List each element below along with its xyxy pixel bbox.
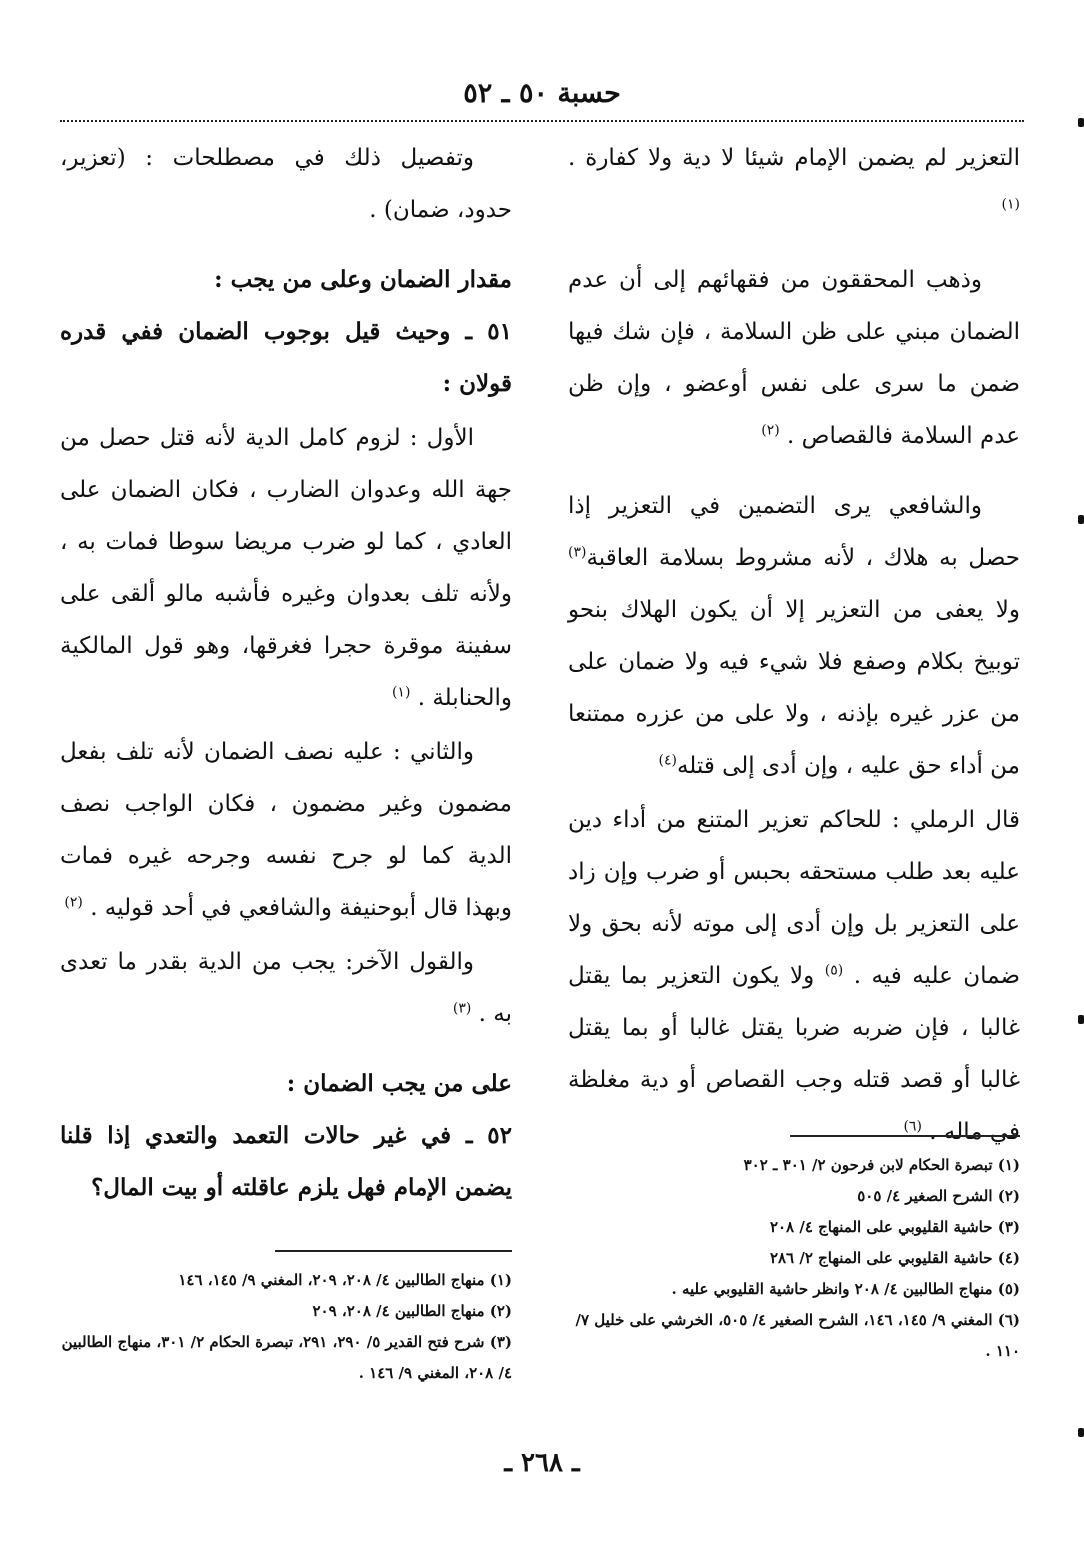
scan-edge-mark: [1078, 1015, 1084, 1024]
paragraph: وتفصيل ذلك في مصطلحات : (تعزير، حدود، ضمان) .: [60, 145, 512, 223]
paragraph-text: والشافعي يرى التضمين في التعزير إذا حصل به هلاك ، لأنه مشروط بسلامة العاقبة: [568, 493, 1020, 571]
footnote-rule: [790, 1135, 1020, 1137]
paragraph: [60, 1110, 512, 1214]
footnote-ref: (٣): [452, 1000, 472, 1017]
footnote-ref: (٦): [903, 1118, 922, 1135]
footnote: (٢) منهاج الطالبين ٤/ ٢٠٨، ٢٠٩: [312, 1302, 512, 1320]
paragraph: [60, 726, 512, 934]
paragraph: [568, 254, 1020, 462]
paragraph-text: ولا يعفى من التعزير إلا أن يكون الهلاك بنحو توبيخ بكلام وصفع فلا شيء فيه ولا ضمان على من عزر غيره بإذنه ، ولا على من عزره ممتنعا من أداء حق عليه ، وإن أدى إلى قتله: [568, 597, 1020, 779]
footnote-rule: [275, 1250, 512, 1252]
paragraph-text: والقول الآخر: يجب من الدية بقدر ما تعدى به .: [60, 949, 512, 1027]
paragraph-text: ٥١ ـ وحيث قيل بوجوب الضمان ففي قدره قولان :: [60, 318, 512, 397]
paragraph: [60, 412, 512, 724]
footnote-ref: (٢): [64, 894, 83, 911]
paragraph: [60, 306, 512, 410]
paragraph: [568, 132, 1020, 236]
footnote: (٦) المغني ٩/ ١٤٥، ١٤٦، الشرح الصغير ٤/ ٥٠٥، الخرشي على خليل ٧/ ١١٠ .: [575, 1311, 1020, 1360]
left-footnotes: [60, 1265, 512, 1389]
scan-edge-mark: [1078, 118, 1084, 127]
scan-edge-mark: [1078, 515, 1084, 524]
paragraph-text: ولا يكون التعزير بما يقتل غالبا ، فإن ضربه ضربا يقتل غالبا أو بما يقتل غالبا أو قصد قتله وجب القصاص أو دية مغلظة في ماله .: [568, 963, 1020, 1145]
right-column: [568, 132, 1020, 1176]
running-header: حسبة ٥٠ ـ ٥٢: [463, 78, 621, 109]
paragraph-text: وذهب المحققون من فقهائهم إلى أن عدم الضمان مبني على ظن السلامة ، فإن شك فيها ضمن ما سرى على نفس أوعضو ، وإن ظن عدم السلامة فالقصاص .: [568, 267, 1020, 449]
footnote: (١) تبصرة الحكام لابن فرحون ٢/ ٣٠١ ـ ٣٠٢: [743, 1156, 1020, 1174]
paragraph-text: الأول : لزوم كامل الدية لأنه قتل حصل من جهة الله وعدوان الضارب ، فكان الضمان على العادي ، كما لو ضرب مريضا سوطا فمات به ، ولأنه تلف بعدوان وغيره فأشبه مالو ألقى على سفينة موقرة حجرا فغرقها، وهو قول المالكية والحنابلة .: [60, 425, 512, 711]
paragraph-text: قال الرملي : للحاكم تعزير المتنع من أداء دين عليه بعد طلب مستحقه بحبس أو ضرب وإن زاد على التعزير بل وإن أدى إلى موته لأنه بحق ولا ضمان عليه فيه .: [568, 807, 1020, 989]
scan-edge-mark: [1078, 1428, 1084, 1437]
section-heading: على من يجب الضمان :: [286, 1070, 512, 1097]
paragraph-text: ٥٢ ـ في غير حالات التعمد والتعدي إذا قلنا يضمن الإمام فهل يلزم عاقلته أو بيت المال؟: [60, 1122, 512, 1201]
section-heading: مقدار الضمان وعلى من يجب :: [214, 266, 512, 293]
paragraph-text: التعزير لم يضمن الإمام شيئا لا دية ولا كفارة .: [568, 145, 1020, 171]
footnote: (٣) شرح فتح القدير ٥/ ٢٩٠، ٢٩١، تبصرة الحكام ٢/ ٣٠١، منهاج الطالبين ٤/ ٢٠٨، المغني ٩/ ١٤٦ .: [61, 1333, 512, 1382]
footnote-ref: (١): [391, 684, 411, 701]
paragraph: [568, 480, 1020, 792]
footnote-ref: (٤): [658, 752, 677, 769]
footnote-ref: (٣): [568, 544, 587, 561]
footnote-ref: (٢): [761, 422, 780, 439]
footnote: (١) منهاج الطالبين ٤/ ٢٠٨، ٢٠٩، المغني ٩/ ١٤٥، ١٤٦: [178, 1271, 512, 1289]
header-dotted-rule: [60, 120, 1024, 122]
footnote-ref: (١): [1001, 196, 1020, 213]
right-footnotes: [568, 1150, 1020, 1367]
footnote: (٢) الشرح الصغير ٤/ ٥٠٥: [857, 1187, 1020, 1205]
paragraph: [60, 936, 512, 1040]
footnote-ref: (٥): [824, 962, 844, 979]
left-column: [60, 132, 512, 1232]
paragraph-text: والثاني : عليه نصف الضمان لأنه تلف بفعل مضمون وغير مضمون ، فكان الواجب نصف الدية كما لو جرح نفسه وجرحه غيره فمات وبهذا قال أبوحنيفة والشافعي في أحد قوليه .: [60, 739, 512, 921]
paragraph: [568, 794, 1020, 1158]
page-number: ـ ٢٦٨ ـ: [504, 1448, 580, 1478]
footnote: (٤) حاشية القليوبي على المنهاج ٢/ ٢٨٦: [769, 1249, 1020, 1267]
footnote: (٥) منهاج الطالبين ٤/ ٢٠٨ وانظر حاشية القليوبي عليه .: [671, 1280, 1020, 1298]
footnote: (٣) حاشية القليوبي على المنهاج ٤/ ٢٠٨: [769, 1218, 1020, 1236]
